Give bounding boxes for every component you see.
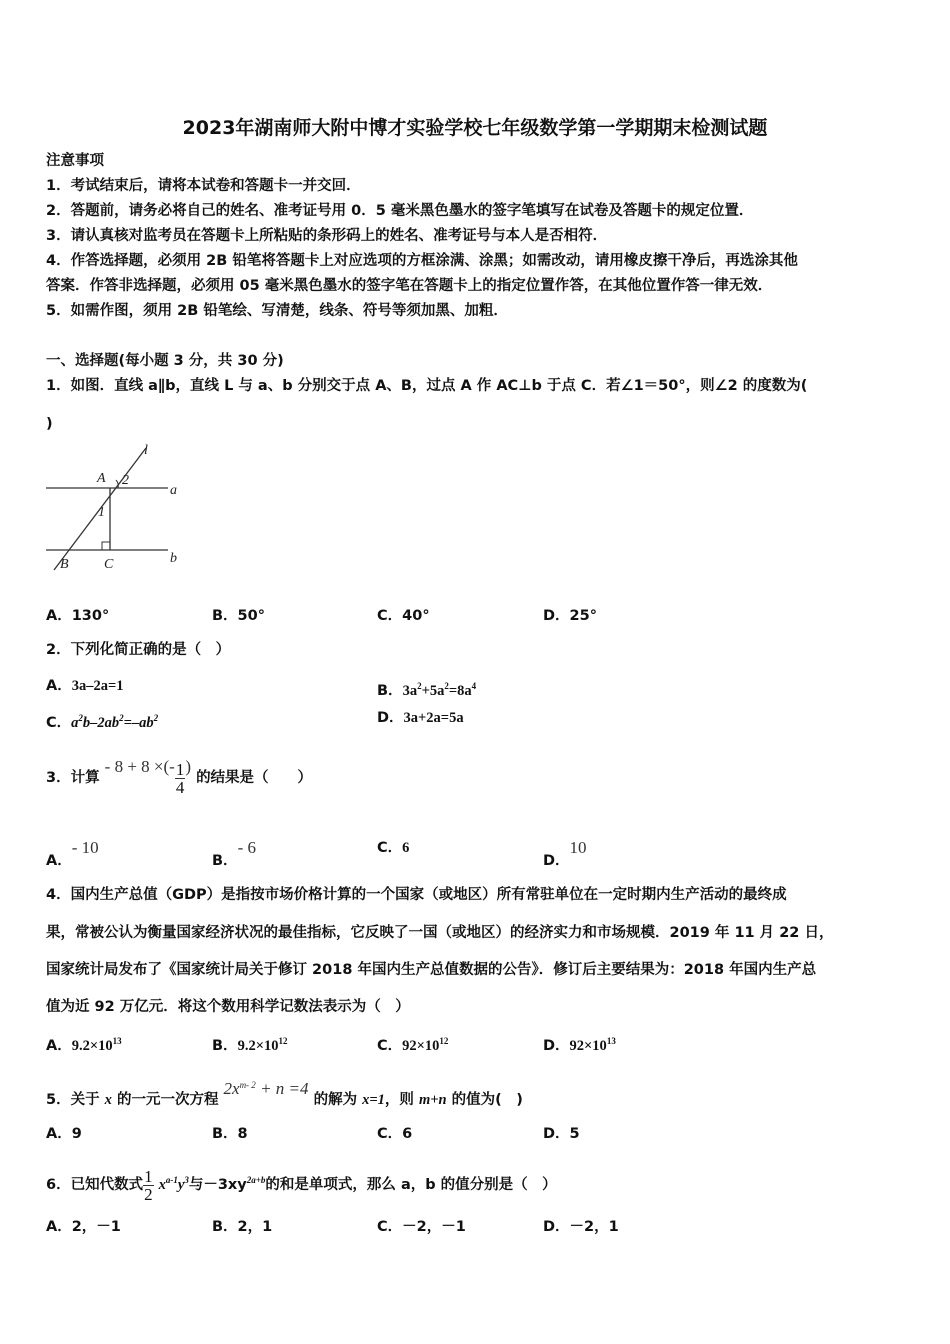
expr-part: +5a — [421, 683, 445, 699]
q6-option-d[interactable]: D．－2，1 — [543, 1219, 619, 1235]
notice-heading: 注意事项 — [46, 153, 104, 169]
q6-option-a[interactable]: A．2，－1 — [46, 1219, 121, 1235]
q2-option-b[interactable] — [377, 676, 476, 701]
exponent: a-1 — [165, 1175, 178, 1185]
exponent: 13 — [606, 1036, 616, 1046]
eq-rest: + n =4 — [255, 1079, 309, 1098]
q1-stem: 1．如图．直线 a∥b，直线 L 与 a、b 分别交于点 A、B，过点 A 作 AC⊥b 于点 C．若∠1＝50°，则∠2 的度数为( — [46, 378, 808, 394]
option-label: B． — [212, 1038, 238, 1054]
label-a: a — [170, 483, 177, 498]
q6-stem — [46, 1160, 557, 1205]
label-A: A — [97, 471, 106, 486]
option-base: 92×10 — [569, 1038, 607, 1054]
label-B: B — [60, 557, 69, 572]
section-heading: 一、选择题(每小题 3 分，共 30 分) — [46, 353, 284, 369]
q5-option-b[interactable]: B．8 — [212, 1126, 248, 1142]
q3-option-d[interactable] — [543, 838, 587, 871]
q6-option-b[interactable]: B．2，1 — [212, 1219, 273, 1235]
option-label: A． — [46, 1038, 72, 1054]
text: 与－3xy — [188, 1177, 247, 1193]
q6-fraction — [143, 1168, 154, 1203]
q3-stem — [46, 750, 312, 796]
denominator: 4 — [175, 777, 185, 797]
q2-stem: 2．下列化简正确的是（ ） — [46, 642, 231, 658]
q1-option-b[interactable]: B．50° — [212, 608, 265, 624]
q4-stem-line: 值为近 92 万亿元．将这个数用科学记数法表示为（ ） — [46, 999, 410, 1015]
option-expr: 3a+2a=5a — [403, 710, 464, 726]
q3-close: ) — [185, 757, 191, 776]
q5-option-d[interactable]: D．5 — [543, 1126, 580, 1142]
notice-item: 4．作答选择题，必须用 2B 铅笔将答题卡上对应选项的方框涂满、涂黑；如需改动，请用橡皮擦干净后，再选涂其他 — [46, 253, 798, 269]
exponent: 13 — [112, 1036, 122, 1046]
q5-option-a[interactable]: A．9 — [46, 1126, 82, 1142]
denominator: 2 — [144, 1184, 153, 1204]
option-value: 6 — [402, 840, 410, 856]
q6-option-c[interactable]: C．－2，－1 — [377, 1219, 466, 1235]
option-value: - 10 — [71, 838, 99, 857]
exponent: 12 — [278, 1036, 288, 1046]
exponent: 3 — [184, 1175, 189, 1185]
q3-expr: - 8 + 8 ×(- — [104, 757, 175, 776]
label-1: 1 — [98, 505, 105, 520]
q3-option-b[interactable] — [212, 838, 256, 871]
exponent: 4 — [471, 681, 477, 691]
q2-option-d[interactable] — [377, 708, 464, 728]
expr-part: 3a — [402, 683, 418, 699]
q5-stem — [46, 1070, 523, 1115]
option-label: D． — [377, 710, 404, 726]
option-base: 92×10 — [402, 1038, 440, 1054]
expr-part: b–2ab — [82, 715, 120, 731]
notice-item: 1．考试结束后，请将本试卷和答题卡一并交回． — [46, 178, 361, 194]
text: 的值为( ) — [446, 1092, 523, 1108]
option-label: A． — [46, 678, 72, 694]
var: x — [158, 1177, 166, 1193]
notice-item: 2．答题前，请务必将自己的姓名、准考证号用 0．5 毫米黑色墨水的签字笔填写在试卷及答题卡的规定位置． — [46, 203, 754, 219]
q4-option-a[interactable] — [46, 1031, 122, 1056]
notice-item: 5．如需作图，须用 2B 铅笔绘、写清楚，线条、符号等须加黑、加粗． — [46, 303, 508, 319]
q2-option-c[interactable] — [46, 708, 158, 733]
eq-base: 2x — [223, 1079, 240, 1098]
q2-option-a[interactable] — [46, 676, 124, 696]
exponent: 2 — [153, 713, 159, 723]
exponent: m- 2 — [239, 1080, 256, 1090]
expr-part: a — [71, 715, 79, 731]
option-label: A． — [46, 853, 72, 869]
exponent: 2a+b — [246, 1175, 266, 1185]
notice-item: 3．请认真核对监考员在答题卡上所粘贴的条形码上的姓名、准考证号与本人是否相符． — [46, 228, 608, 244]
expr-part: =–ab — [123, 715, 154, 731]
q4-stem-line: 4．国内生产总值（GDP）是指按市场价格计算的一个国家（或地区）所有常驻单位在一定时期内生产活动的最终成 — [46, 887, 787, 903]
q4-stem-line: 果，常被公认为衡量国家经济状况的最佳指标，它反映了一国（或地区）的经济实力和市场规模．2019 年 11 月 22 日， — [46, 925, 834, 941]
q1-option-a[interactable]: A．130° — [46, 608, 110, 624]
q1-option-c[interactable]: C．40° — [377, 608, 430, 624]
label-l: l — [144, 443, 148, 458]
exponent: 2 — [119, 713, 124, 723]
label-2: 2 — [122, 473, 129, 488]
option-base: 9.2×10 — [71, 1038, 113, 1054]
text: 的一元一次方程 — [111, 1092, 219, 1108]
var: x — [104, 1092, 112, 1108]
q4-option-c[interactable] — [377, 1031, 448, 1056]
q1-option-d[interactable]: D．25° — [543, 608, 597, 624]
exponent: 2 — [417, 681, 422, 691]
q4-stem-line: 国家统计局发布了《国家统计局关于修订 2018 年国内生产总值数据的公告》．修订后主要结果为：2018 年国内生产总 — [46, 962, 817, 978]
text: 6．已知代数式 — [46, 1177, 144, 1193]
q5-option-c[interactable]: C．6 — [377, 1126, 413, 1142]
text: 的和是单项式，那么 a，b 的值分别是（ ） — [265, 1177, 557, 1193]
exponent: 2 — [444, 681, 449, 691]
expr-part: =8a — [448, 683, 472, 699]
label-C: C — [104, 557, 114, 572]
option-label: D． — [543, 1038, 570, 1054]
option-expr: 3a–2a=1 — [71, 678, 124, 694]
option-label: C． — [46, 715, 72, 731]
q1-stem-end: ) — [46, 416, 53, 432]
text: ，则 — [384, 1092, 419, 1108]
q4-option-b[interactable] — [212, 1031, 287, 1056]
text: 的解为 — [313, 1092, 363, 1108]
option-label: B． — [377, 683, 403, 699]
option-label: D． — [543, 853, 570, 869]
option-value: 10 — [569, 838, 587, 857]
option-label: C． — [377, 840, 403, 856]
q3-fraction — [175, 761, 186, 796]
exponent: 2 — [78, 713, 83, 723]
q1-figure — [40, 440, 190, 575]
option-base: 9.2×10 — [237, 1038, 279, 1054]
notice-item: 答案．作答非选择题，必须用 05 毫米黑色墨水的签字笔在答题卡上的指定位置作答，在其他位置作答一律无效． — [46, 278, 773, 294]
option-value: - 6 — [237, 838, 256, 857]
q3-option-c[interactable] — [377, 838, 409, 858]
q3-option-a[interactable] — [46, 838, 99, 871]
q4-option-d[interactable] — [543, 1031, 616, 1056]
q3-suffix: 的结果是（ ） — [196, 770, 313, 786]
text: 5．关于 — [46, 1092, 105, 1108]
var: m+n — [418, 1092, 447, 1108]
solution: x=1 — [362, 1092, 385, 1108]
page-title: 2023年湖南师大附中博才实验学校七年级数学第一学期期末检测试题 — [182, 117, 768, 139]
option-label: B． — [212, 853, 238, 869]
numerator: 1 — [175, 759, 185, 779]
exponent: 12 — [439, 1036, 449, 1046]
option-label: C． — [377, 1038, 403, 1054]
q3-prefix: 3．计算 — [46, 770, 100, 786]
numerator: 1 — [144, 1166, 153, 1186]
label-b: b — [170, 551, 177, 566]
var: y — [177, 1177, 185, 1193]
